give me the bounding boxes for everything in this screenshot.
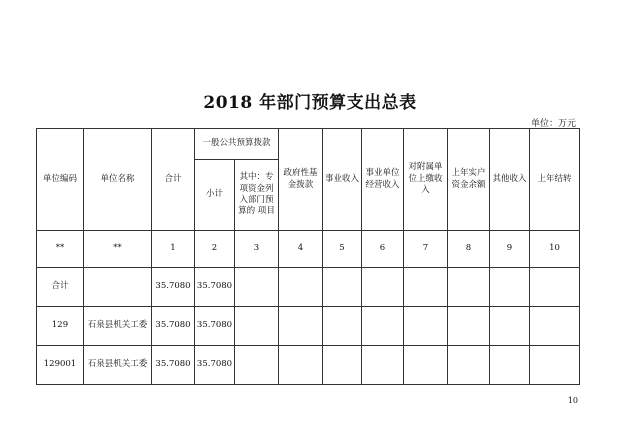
row-total: 35.7080 — [152, 268, 195, 307]
header-carryover: 上年结转 — [530, 129, 580, 231]
budget-table — [36, 128, 580, 385]
table-row — [37, 346, 580, 385]
header-business-income: 事业收入 — [323, 129, 362, 231]
row-code: 129001 — [37, 346, 84, 385]
empty-cell — [530, 268, 580, 307]
empty-cell — [490, 307, 530, 346]
row-code: 合计 — [37, 268, 84, 307]
empty-cell — [323, 268, 362, 307]
empty-cell — [448, 346, 490, 385]
empty-cell — [448, 307, 490, 346]
index-row — [37, 231, 580, 268]
index-cell: ** — [84, 231, 152, 268]
empty-cell — [235, 346, 279, 385]
header-other-income: 其他收入 — [490, 129, 530, 231]
empty-cell — [362, 346, 404, 385]
empty-cell — [530, 307, 580, 346]
table-row — [37, 268, 580, 307]
empty-cell — [279, 346, 323, 385]
empty-cell — [235, 307, 279, 346]
table-row — [37, 307, 580, 346]
index-cell: 3 — [235, 231, 279, 268]
row-subtotal: 35.7080 — [195, 268, 235, 307]
empty-cell — [323, 307, 362, 346]
header-operating-income: 事业单位经营收入 — [362, 129, 404, 231]
page-number: 10 — [567, 396, 578, 405]
header-unit-name: 单位名称 — [84, 129, 152, 231]
row-name — [84, 268, 152, 307]
header-prev-balance: 上年实户资金余额 — [448, 129, 490, 231]
header-special-items: 其中：专项资金列入部门预算的 项目 — [235, 160, 279, 231]
index-cell: 9 — [490, 231, 530, 268]
header-unit-code: 单位编码 — [37, 129, 84, 231]
row-name: 石泉县机关工委 — [84, 346, 152, 385]
empty-cell — [530, 346, 580, 385]
index-cell: 8 — [448, 231, 490, 268]
header-gov-fund: 政府性基金拨款 — [279, 129, 323, 231]
row-subtotal: 35.7080 — [195, 307, 235, 346]
page-title: 2018 年部门预算支出总表 — [203, 93, 417, 113]
empty-cell — [362, 268, 404, 307]
index-cell: 5 — [323, 231, 362, 268]
row-subtotal: 35.7080 — [195, 346, 235, 385]
index-cell: 10 — [530, 231, 580, 268]
empty-cell — [490, 346, 530, 385]
index-cell: ** — [37, 231, 84, 268]
empty-cell — [279, 268, 323, 307]
row-name: 石泉县机关工委 — [84, 307, 152, 346]
empty-cell — [235, 268, 279, 307]
empty-cell — [490, 268, 530, 307]
index-cell: 6 — [362, 231, 404, 268]
empty-cell — [362, 307, 404, 346]
empty-cell — [279, 307, 323, 346]
header-general-budget: 一般公共预算拨款 — [195, 129, 279, 160]
row-code: 129 — [37, 307, 84, 346]
empty-cell — [404, 268, 448, 307]
unit-label: 单位：万元 — [530, 119, 576, 129]
header-subtotal: 小计 — [195, 160, 235, 231]
empty-cell — [448, 268, 490, 307]
row-total: 35.7080 — [152, 346, 195, 385]
index-cell: 4 — [279, 231, 323, 268]
empty-cell — [404, 346, 448, 385]
header-total: 合计 — [152, 129, 195, 231]
header-row-top — [37, 129, 580, 160]
empty-cell — [404, 307, 448, 346]
header-subsidiary-income: 对附属单位上缴收入 — [404, 129, 448, 231]
index-cell: 1 — [152, 231, 195, 268]
row-total: 35.7080 — [152, 307, 195, 346]
empty-cell — [323, 346, 362, 385]
index-cell: 7 — [404, 231, 448, 268]
index-cell: 2 — [195, 231, 235, 268]
